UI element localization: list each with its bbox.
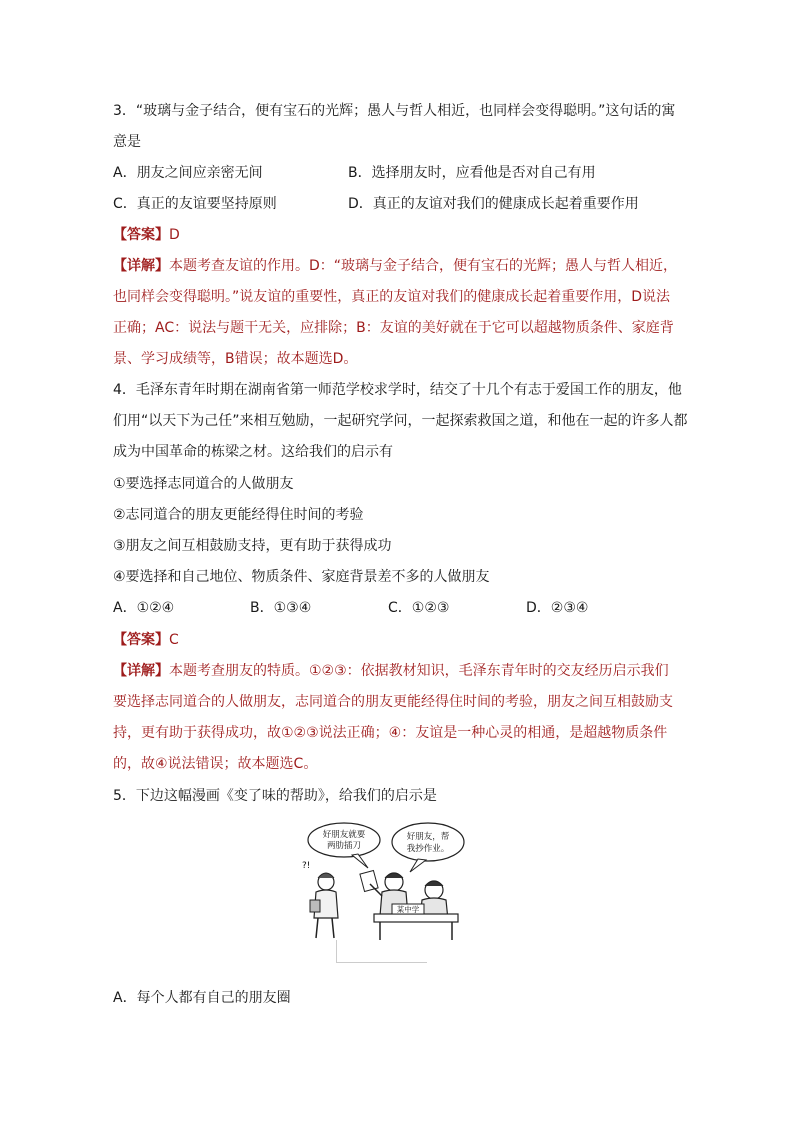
q3-option-d: D．真正的友谊对我们的健康成长起着重要作用	[348, 196, 639, 212]
girl-bag	[310, 900, 320, 912]
comic-illustration	[296, 820, 466, 942]
q4-statement-1: ①要选择志同道合的人做朋友	[113, 476, 294, 492]
q4-answer-value: C	[169, 632, 179, 648]
girl-legs	[316, 918, 334, 938]
q4-answer-label: 【答案】	[113, 632, 169, 648]
q4-option-c: C．①②③	[388, 600, 450, 616]
q4-stem-line-3: 成为中国革命的栋梁之材。这给我们的启示有	[113, 444, 393, 460]
q3-option-c: C．真正的友谊要坚持原则	[113, 196, 277, 212]
q3-stem-line-2: 意是	[113, 134, 141, 150]
speech-bubble-1-tail	[352, 854, 368, 868]
q3-detail-line-2: 也同样会变得聪明。”说友谊的重要性，真正的友谊对我们的健康成长起着重要作用，D说法	[113, 289, 671, 305]
q4-statement-3: ③朋友之间互相鼓励支持，更有助于获得成功	[113, 538, 392, 554]
desk-legs	[380, 922, 452, 940]
q3-detail-label: 【详解】	[113, 258, 169, 274]
q4-detail-line-2: 要选择志同道合的人做朋友，志同道合的朋友更能经得住时间的考验，朋友之间互相鼓励支	[113, 694, 673, 710]
q4-detail-text-1: 本题考查朋友的特质。①②③：依据教材知识，毛泽东青年时的交友经历启示我们	[169, 663, 669, 679]
comic-frame-line	[336, 940, 427, 963]
q4-detail-line-1	[113, 661, 683, 681]
q4-option-d: D．②③④	[526, 600, 589, 616]
q3-detail-text-1: 本题考查友谊的作用。D：“玻璃与金子结合，便有宝石的光辉；愚人与哲人相近，	[169, 258, 678, 274]
q4-statement-2: ②志同道合的朋友更能经得住时间的考验	[113, 507, 364, 523]
speech-bubble-2-text-b: 我抄作业。	[406, 844, 450, 854]
q4-detail-label: 【详解】	[113, 663, 169, 679]
boy2-hair	[425, 881, 443, 886]
q4-option-b: B．①③④	[250, 600, 312, 616]
q4-option-a: A．①②④	[113, 600, 175, 616]
boy1-hair	[385, 873, 403, 878]
q3-answer	[113, 225, 683, 245]
q4-statement-4: ④要选择和自己地位、物质条件、家庭背景差不多的人做朋友	[113, 569, 490, 585]
q3-detail-line-1	[113, 256, 683, 276]
question-mark-icon: ?!	[302, 861, 311, 871]
q3-detail-line-3: 正确；AC：说法与题干无关，应排除；B：友谊的美好就在于它可以超越物质条件、家庭背	[113, 320, 674, 336]
q3-stem-line-1: 3．“玻璃与金子结合，便有宝石的光辉；愚人与哲人相近，也同样会变得聪明。”这句话的寓	[113, 103, 676, 119]
q5-stem-line-1: 5．下边这幅漫画《变了味的帮助》，给我们的启示是	[113, 788, 437, 804]
q4-answer	[113, 630, 683, 650]
q3-detail-line-4: 景、学习成绩等，B错误；故本题选D。	[113, 351, 358, 367]
school-sign-text: 某中学	[396, 905, 420, 914]
q3-answer-value: D	[169, 227, 180, 243]
desk-top	[374, 914, 458, 922]
speech-bubble-1-text-b: 两肋插刀	[326, 841, 362, 851]
speech-bubble-2-text-a: 好朋友，帮	[406, 832, 450, 842]
speech-bubble-2	[392, 823, 464, 861]
girl-hair	[318, 873, 334, 878]
q5-option-a: A．每个人都有自己的朋友圈	[113, 990, 291, 1006]
q4-detail-line-4: 的，故④说法错误；故本题选C。	[113, 756, 318, 772]
q4-stem-line-2: 们用“以天下为己任”来相互勉励，一起研究学问，一起探索救国之道，和他在一起的许多人都	[113, 413, 688, 429]
q3-answer-label: 【答案】	[113, 227, 169, 243]
q4-detail-line-3: 持，更有助于获得成功，故①②③说法正确；④：友谊是一种心灵的相通，是超越物质条件	[113, 725, 668, 741]
speech-bubble-2-tail	[410, 859, 426, 872]
q4-stem-line-1: 4．毛泽东青年时期在湖南省第一师范学校求学时，结交了十几个有志于爱国工作的朋友，他	[113, 382, 682, 398]
q3-option-a: A．朋友之间应亲密无间	[113, 165, 263, 181]
speech-bubble-1	[308, 823, 380, 857]
q3-option-b: B．选择朋友时，应看他是否对自己有用	[348, 165, 596, 181]
speech-bubble-1-text-a: 好朋友就要	[322, 830, 366, 840]
